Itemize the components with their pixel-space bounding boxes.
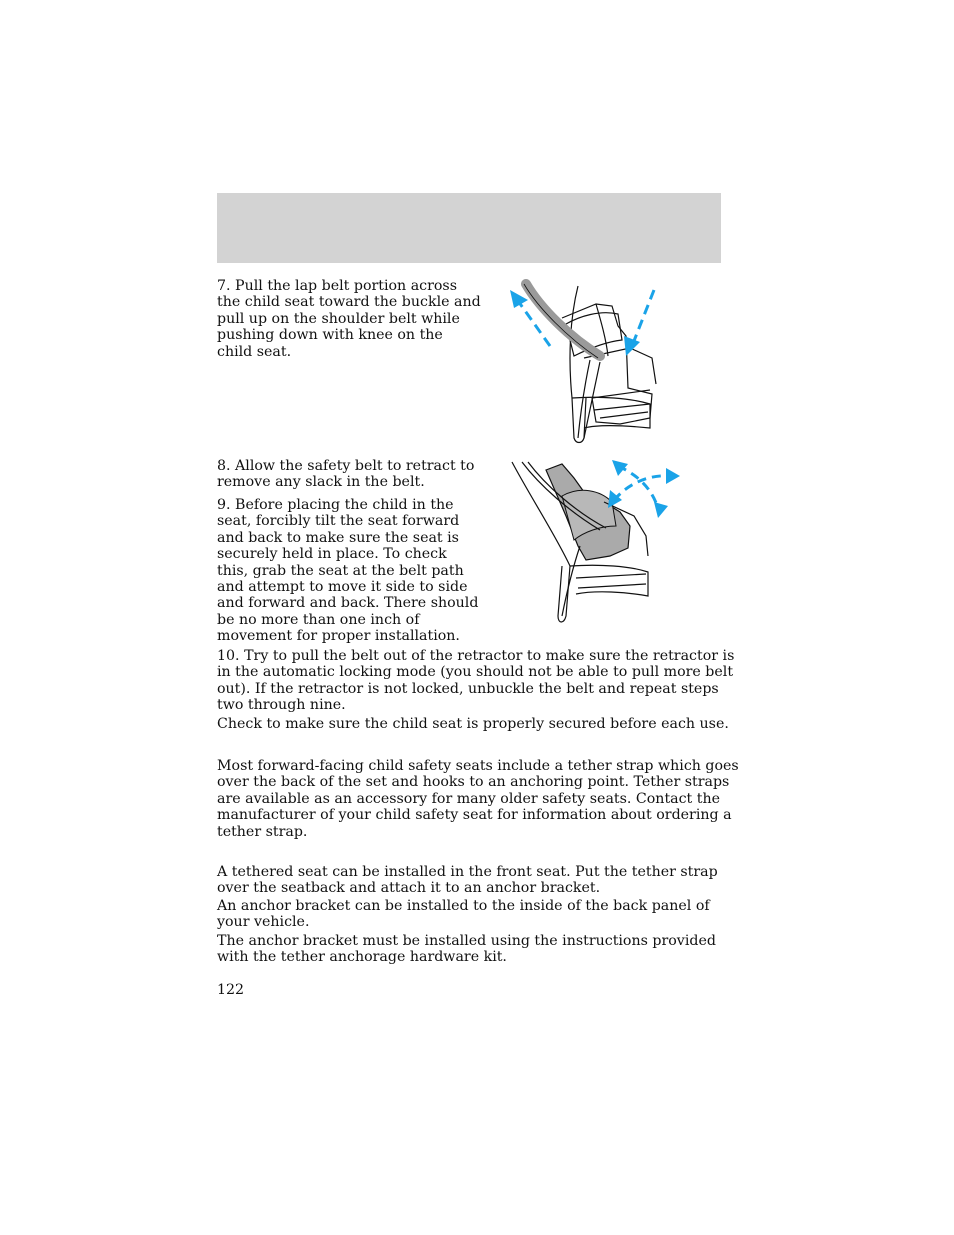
child-seat-tilt-test-illustration-icon [500,456,688,626]
section-header-bar [217,193,721,263]
step-9-text: 9. Before placing the child in the seat, forcibly tilt the seat forward and back to make sure the seat is securely held in place. To check this, grab the seat at the belt path and attempt to move it side to side and forward and back. There should be no more than one inch of movement for proper installation. [217,497,479,645]
tether-intro-text: Most forward-facing child safety seats include a tether strap which goes over the back of the set and hooks to an anchoring point. Tether straps are available as an accessory for many older safety seats. Contact the manufacturer of your child safety seat for information about ordering a tether strap. [217,758,739,840]
step-10-text: 10. Try to pull the belt out of the retractor to make sure the retractor is in the automatic locking mode (you should not be able to pull more belt out). If the retractor is not locked, unbuckle the belt and repeat steps two through nine. [217,648,735,714]
anchor-instructions-text: The anchor bracket must be installed using the instructions provided with the tether anchorage hardware kit. [217,933,716,966]
step-7-text: 7. Pull the lap belt portion across the child seat toward the buckle and pull up on the shoulder belt while pushing down with knee on the child seat. [217,278,481,360]
anchor-bracket-text: An anchor bracket can be installed to the inside of the back panel of your vehicle. [217,898,710,931]
child-seat-belt-pull-illustration-icon [500,278,672,446]
step-8-text: 8. Allow the safety belt to retract to remove any slack in the belt. [217,458,475,491]
page-number: 122 [217,982,245,998]
check-text: Check to make sure the child seat is properly secured before each use. [217,716,729,732]
tether-front-seat-text: A tethered seat can be installed in the front seat. Put the tether strap over the seatback and attach it to an anchor bracket. [217,864,718,897]
